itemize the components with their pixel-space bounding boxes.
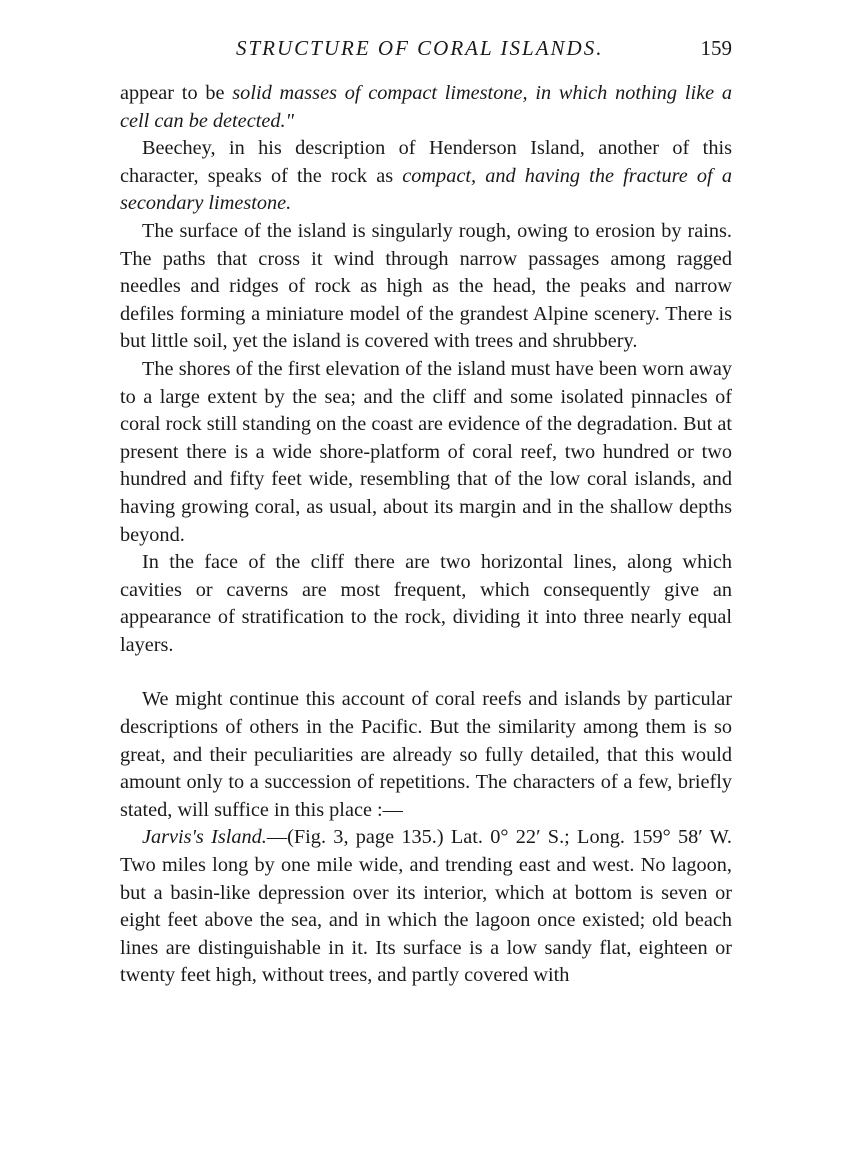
paragraph-surface xyxy=(120,218,732,356)
paragraph-beechey xyxy=(120,135,732,218)
italic-text: compact, and having the fracture of a secondary limestone. xyxy=(120,164,732,215)
text-segment: appear to be xyxy=(120,82,233,104)
text-segment: In the face of the cliff there are two horizontal lines, along which cavities or caverns are most frequent, which consequently give an appearance of stratification to the rock, dividing it into three nearly equal layers. xyxy=(120,551,732,656)
paragraph-continuation xyxy=(120,80,732,135)
page-number: 159 xyxy=(700,36,732,60)
paragraph-cliff xyxy=(120,549,732,659)
paragraph-jarvis xyxy=(120,824,732,990)
quoted-italic-text: solid masses of compact limestone, in which nothing like a cell can be detected." xyxy=(120,82,733,132)
italic-island-name: Jarvis's Island. xyxy=(142,826,267,849)
running-head xyxy=(120,36,732,66)
body-text xyxy=(120,80,732,990)
text-segment: —(Fig. 3, page 135.) Lat. 0° 22′ S.; Long. 159° 58′ W. Two miles long by one mile wide, and trending east and west. No lagoon, but a basin-like depression over its interior, which at bottom is seven or eight feet above the sea, and in which the lagoon once existed; old beach lines are distinguishable in it. Its surface is a low sandy flat, eighteen or twenty feet high, without trees, and partly covered with xyxy=(120,826,733,987)
text-segment: The surface of the island is singularly rough, owing to erosion by rains. The paths that cross it wind through narrow passages among ragged needles and ridges of rock as high as the head, the peaks and narrow defiles forming a miniature model of the grandest Alpine scenery. There is but little soil, yet the island is covered with trees and shrubbery. xyxy=(120,219,732,353)
text-segment: Beechey, in his description of Henderson Island, another of this character, speaks of the rock as xyxy=(120,137,732,187)
running-title: STRUCTURE OF CORAL ISLANDS. xyxy=(236,36,604,60)
text-segment: The shores of the first elevation of the island must have been worn away to a large extent by the sea; and the cliff and some isolated pinnacles of coral rock still standing on the coast are evidence of the degradation. But at present there is a wide shore-platform of coral reef, two hundred or two hundred and fifty feet wide, resembling that of the low coral islands, and having growing coral, as usual, about its margin and in the shallow depths beyond. xyxy=(120,357,732,546)
text-segment: We might continue this account of coral reefs and islands by particular descriptions of others in the Pacific. But the similarity among them is so great, and their peculiarities are already so fully detailed, that this would amount only to a succession of repetitions. The characters of a few, briefly stated, will suffice in this place :— xyxy=(120,688,732,821)
paragraph-pacific xyxy=(120,686,732,824)
paragraph-shores xyxy=(120,356,732,549)
